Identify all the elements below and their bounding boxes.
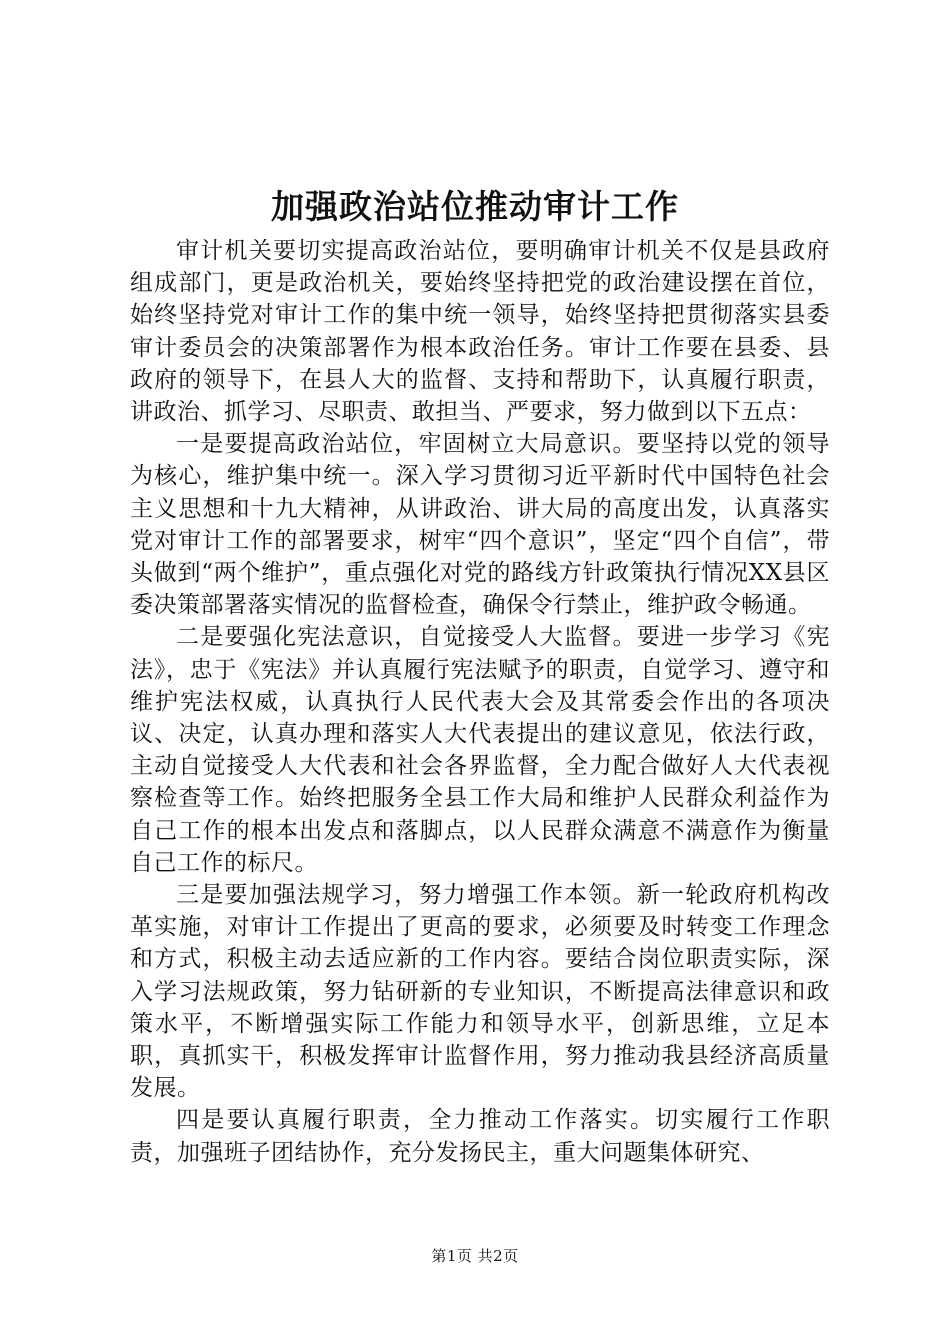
document-title: 加强政治站位推动审计工作 bbox=[271, 187, 679, 226]
document-body bbox=[130, 235, 830, 1169]
paragraph-point-two: 二是要强化宪法意识，自觉接受人大监督。要进一步学习《宪法》，忠于《宪法》并认真履行宪法赋予的职责，自觉学习、遵守和维护宪法权威，认真执行人民代表大会及其常委会作出的各项决议、决定，认真办理和落实人大代表提出的建议意见，依法行政，主动自觉接受人大代表和社会各界监督，全力配合做好人大代表视察检查等工作。始终把服务全县工作大局和维护人民群众利益作为自己工作的根本出发点和落脚点，以人民群众满意不满意作为衡量自己工作的标尺。 bbox=[130, 624, 830, 876]
paragraph-point-one: 一是要提高政治站位，牢固树立大局意识。要坚持以党的领导为核心，维护集中统一。深入学习贯彻习近平新时代中国特色社会主义思想和十九大精神，从讲政治、讲大局的高度出发，认真落实党对审计工作的部署要求，树牢“四个意识”，坚定“四个自信”，带头做到“两个维护”，重点强化对党的路线方针政策执行情况XX县区委决策部署落实情况的监督检查，确保令行禁止，维护政令畅通。 bbox=[130, 431, 830, 619]
paragraph-point-three: 三是要加强法规学习，努力增强工作本领。新一轮政府机构改革实施，对审计工作提出了更高的要求，必须要及时转变工作理念和方式，积极主动去适应新的工作内容。要结合岗位职责实际，深入学习法规政策，努力钻研新的专业知识，不断提高法律意识和政策水平，不断增强实际工作能力和领导水平，创新思维，立足本职，真抓实干，积极发挥审计监督作用，努力推动我县经济高质量发展。 bbox=[130, 882, 830, 1102]
paragraph-point-four: 四是要认真履行职责，全力推动工作落实。切实履行工作职责，加强班子团结协作，充分发扬民主，重大问题集体研究、 bbox=[130, 1107, 830, 1166]
paragraph-intro: 审计机关要切实提高政治站位，要明确审计机关不仅是县政府组成部门，更是政治机关，要始终坚持把党的政治建设摆在首位，始终坚持党对审计工作的集中统一领导，始终坚持把贯彻落实县委审计委员会的决策部署作为根本政治任务。审计工作要在县委、县政府的领导下，在县人大的监督、支持和帮助下，认真履行职责，讲政治、抓学习、尽职责、敢担当、严要求，努力做到以下五点： bbox=[130, 238, 830, 426]
page-footer: 第1页 共2页 bbox=[431, 1247, 519, 1265]
